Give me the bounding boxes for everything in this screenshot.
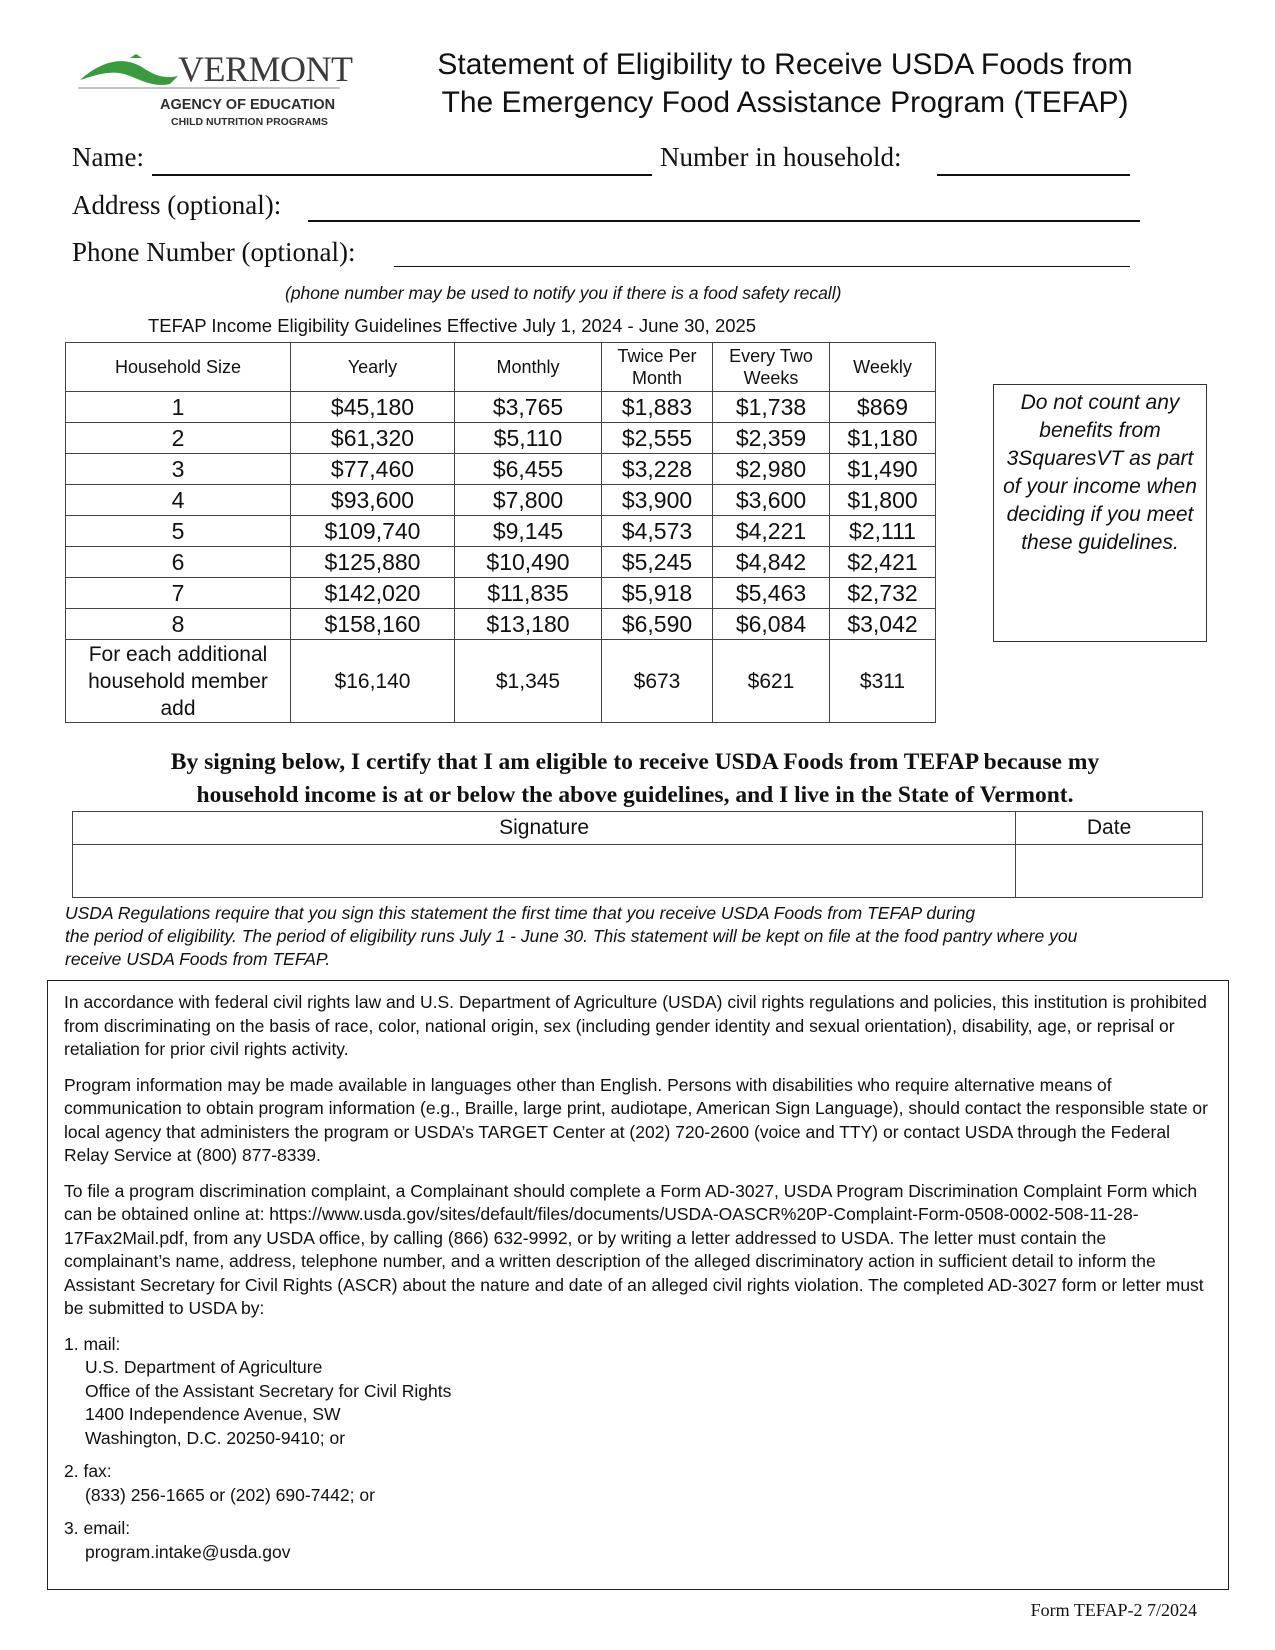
table-cell: $2,359 <box>713 423 830 454</box>
header-weekly: Weekly <box>830 343 936 392</box>
signature-label: Signature <box>73 812 1016 845</box>
header-yearly: Yearly <box>291 343 455 392</box>
table-cell: $77,460 <box>291 454 455 485</box>
header-monthly: Monthly <box>455 343 602 392</box>
table-cell: $45,180 <box>291 392 455 423</box>
phone-field[interactable] <box>394 240 1130 267</box>
header-every-two-weeks: Every Two Weeks <box>713 343 830 392</box>
table-cell: 6 <box>66 547 291 578</box>
table-cell: $93,600 <box>291 485 455 516</box>
table-cell: $9,145 <box>455 516 602 547</box>
benefits-note-box: Do not count any benefits from 3SquaresVT as part of your income when deciding if you meet these guidelines. <box>993 384 1207 642</box>
table-cell: $5,918 <box>602 578 713 609</box>
table-cell: $3,042 <box>830 609 936 640</box>
date-label: Date <box>1016 812 1203 845</box>
table-cell: 3 <box>66 454 291 485</box>
table-cell: $621 <box>713 640 830 723</box>
table-cell: $7,800 <box>455 485 602 516</box>
table-cell: $1,883 <box>602 392 713 423</box>
table-cell: $3,600 <box>713 485 830 516</box>
table-row <box>66 454 936 485</box>
table-cell: $13,180 <box>455 609 602 640</box>
complaint-paragraph: To file a program discrimination complaint, a Complainant should complete a Form AD-3027, USDA Program Discrimination Complaint Form which can be obtained online at: https://www.usda.gov/sites/default/files/documents/USDA-OASCR%20P-Complaint-Form-0508-0002-508-11-28-17Fax2Mail.pdf, from any USDA office, by calling (866) 632-9992, or by writing a letter addressed to USDA. The letter must contain the complainant’s name, address, telephone number, and a written description of the alleged discriminatory action in sufficient detail to inform the Assistant Secretary for Civil Rights (ASCR) about the nature and date of an alleged civil rights violation. The completed AD-3027 form or letter must be submitted to USDA by: <box>64 1180 1204 1318</box>
table-header-row <box>66 343 936 392</box>
table-cell: $11,835 <box>455 578 602 609</box>
table-cell: $4,842 <box>713 547 830 578</box>
table-cell: $1,180 <box>830 423 936 454</box>
table-cell: $2,421 <box>830 547 936 578</box>
list-item-fax: 2. fax: (833) 256-1665 or (202) 690-7442; or <box>64 1461 375 1505</box>
table-cell: $3,228 <box>602 454 713 485</box>
table-cell: $2,732 <box>830 578 936 609</box>
table-cell: 8 <box>66 609 291 640</box>
table-cell: $1,490 <box>830 454 936 485</box>
table-cell: $5,463 <box>713 578 830 609</box>
additional-member-label: For each additional household member add <box>66 640 291 723</box>
header-twice-per-month: Twice Per Month <box>602 343 713 392</box>
table-row-additional <box>66 640 936 723</box>
table-row <box>66 578 936 609</box>
household-field[interactable] <box>937 148 1130 176</box>
table-row <box>66 423 936 454</box>
logo-agency: AGENCY OF EDUCATION <box>160 97 336 113</box>
civil-rights-paragraph: In accordance with federal civil rights law and U.S. Department of Agriculture (USDA) civil rights regulations and policies, this institution is prohibited from discriminating on the basis of race, color, national origin, sex (including gender identity and sexual orientation), disability, age, or reprisal or retaliation for prior civil rights activity. <box>64 992 1207 1059</box>
table-cell: $869 <box>830 392 936 423</box>
page-title: Statement of Eligibility to Receive USDA Foods from The Emergency Food Assistance Program (TEFAP) <box>437 48 1133 119</box>
phone-note: (phone number may be used to notify you if there is a food safety recall) <box>285 283 842 303</box>
list-item-email: 3. email: program.intake@usda.gov <box>64 1518 291 1562</box>
table-row <box>66 609 936 640</box>
signature-entry-row <box>73 845 1203 898</box>
table-row <box>66 392 936 423</box>
table-cell: 2 <box>66 423 291 454</box>
table-row <box>66 547 936 578</box>
table-cell: $5,245 <box>602 547 713 578</box>
table-cell: $109,740 <box>291 516 455 547</box>
table-cell: $2,111 <box>830 516 936 547</box>
signature-field[interactable] <box>73 845 1016 898</box>
signature-header-row <box>73 812 1203 845</box>
table-cell: $1,345 <box>455 640 602 723</box>
table-cell: $3,900 <box>602 485 713 516</box>
header-household-size: Household Size <box>66 343 291 392</box>
table-cell: $6,455 <box>455 454 602 485</box>
logo-wordmark: VERMONT <box>178 49 353 89</box>
table-cell: $10,490 <box>455 547 602 578</box>
table-cell: $142,020 <box>291 578 455 609</box>
household-label: Number in household: <box>660 142 902 172</box>
table-cell: $16,140 <box>291 640 455 723</box>
list-item-mail: 1. mail: U.S. Department of Agriculture Office of the Assistant Secretary for Civil Rights 1400 Independence Avenue, SW Washington, D.C. 20250-9410; or <box>64 1333 452 1448</box>
phone-label: Phone Number (optional): <box>72 237 356 267</box>
income-guidelines-table <box>65 342 936 723</box>
table-cell: $5,110 <box>455 423 602 454</box>
logo-subtitle: CHILD NUTRITION PROGRAMS <box>171 116 328 128</box>
table-cell: $4,573 <box>602 516 713 547</box>
table-cell: 5 <box>66 516 291 547</box>
table-cell: $158,160 <box>291 609 455 640</box>
address-label: Address (optional): <box>72 190 282 220</box>
table-cell: $6,590 <box>602 609 713 640</box>
table-cell: $2,980 <box>713 454 830 485</box>
form-number: Form TEFAP-2 7/2024 <box>1030 1600 1197 1620</box>
table-cell: $4,221 <box>713 516 830 547</box>
table-row <box>66 516 936 547</box>
certification-statement: By signing below, I certify that I am eligible to receive USDA Foods from TEFAP because my household income is at or below the above guidelines, and I live in the State of Vermont. <box>170 749 1100 808</box>
table-cell: $673 <box>602 640 713 723</box>
table-cell: $61,320 <box>291 423 455 454</box>
table-cell: 7 <box>66 578 291 609</box>
table-cell: $1,800 <box>830 485 936 516</box>
table-cell: $3,765 <box>455 392 602 423</box>
signature-table <box>72 811 1203 898</box>
table-row <box>66 485 936 516</box>
table-cell: $6,084 <box>713 609 830 640</box>
table-cell: $1,738 <box>713 392 830 423</box>
civil-rights-paragraph: Program information may be made available in languages other than English. Persons with disabilities who require alternative means of communication to obtain program information (e.g., Braille, large print, audiotape, American Sign Language), should contact the responsible state or local agency that administers the program or USDA’s TARGET Center at (202) 720-2600 (voice and TTY) or contact USDA through the Federal Relay Service at (800) 877-8339. <box>64 1074 1208 1165</box>
table-cell: $2,555 <box>602 423 713 454</box>
table-cell: $311 <box>830 640 936 723</box>
address-field[interactable] <box>308 194 1140 222</box>
guidelines-title: TEFAP Income Eligibility Guidelines Effective July 1, 2024 - June 30, 2025 <box>148 315 757 336</box>
civil-rights-statement <box>47 980 1229 1590</box>
date-field[interactable] <box>1016 845 1203 898</box>
table-cell: 1 <box>66 392 291 423</box>
table-cell: $125,880 <box>291 547 455 578</box>
name-field[interactable] <box>152 148 652 176</box>
table-cell: 4 <box>66 485 291 516</box>
name-label: Name: <box>72 142 144 172</box>
usda-regulations-note: USDA Regulations require that you sign this statement the first time that you receive USDA Foods from TEFAP during the period of eligibility. The period of eligibility runs July 1 - June 30. This statement will be kept on file at the food pantry where you receive USDA Foods from TEFAP. <box>65 903 1078 969</box>
